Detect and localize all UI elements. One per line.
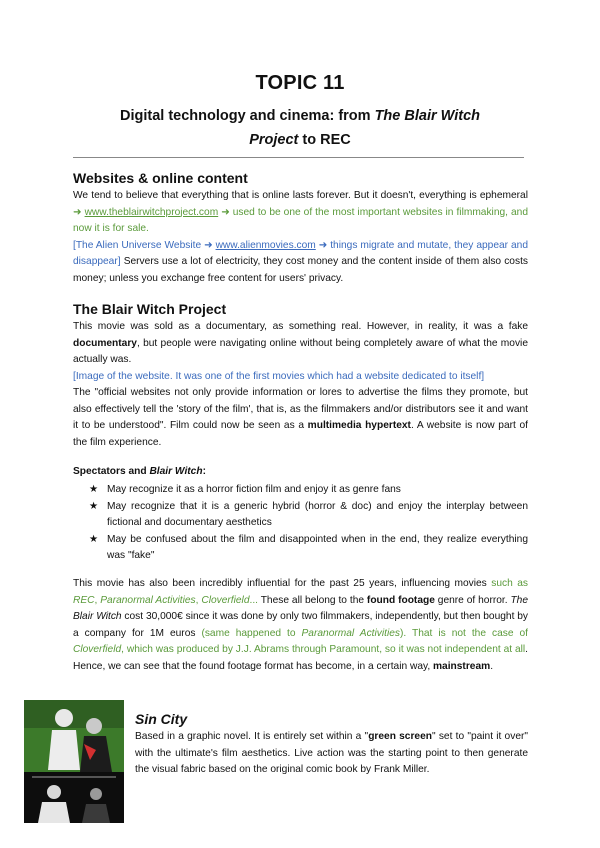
- arrow-icon: ➜: [318, 239, 328, 251]
- blair-witch-paragraph-2: The "official websites not only provide information or lores to advertise the films they promote, but also effectively tell the 'story of the film', that is, as the filmmakers and/or distributors see it and want it to be understood". Film could now be seen as a multimedia hypertext. A website is now part of the film experience.: [73, 387, 529, 448]
- poster-divider: [32, 776, 116, 778]
- section-spectators: [73, 464, 528, 565]
- list-item: ★ May recognize it as a horror fiction film and enjoy it as genre fans: [73, 482, 528, 499]
- star-bullet-icon: ★: [89, 533, 99, 545]
- poster-figure-head-2: [86, 718, 102, 734]
- poster-figure-body-3: [38, 802, 70, 823]
- alienmovies-link[interactable]: www.alienmovies.com: [215, 239, 316, 251]
- section-heading-sin-city: Sin City: [135, 711, 188, 727]
- page-subtitle: Digital technology and cinema: from The Blair Witch Project to REC: [119, 108, 480, 148]
- poster-figure-head-4: [90, 788, 102, 800]
- poster-figure-head-1: [55, 709, 73, 727]
- spectators-heading: Spectators and Blair Witch:: [73, 466, 206, 477]
- poster-figure-head-3: [47, 785, 61, 799]
- blairwitch-link[interactable]: www.theblairwitchproject.com: [84, 206, 219, 218]
- section-heading-blair-witch: The Blair Witch Project: [73, 301, 227, 317]
- arrow-icon: ➜: [204, 239, 213, 251]
- sin-city-paragraph: Based in a graphic novel. It is entirely set within a "green screen" set to "paint it over" with the ultimate's film aesthetics. Live action was the starting point to then generate the visual fabric based on the original comic book by Frank Miller.: [135, 731, 528, 775]
- poster-figure-body-1: [48, 730, 80, 770]
- list-item: ★ May recognize that it is a generic hybrid (horror & doc) and enjoy the interplay between fictional and documentary aesthetics: [89, 500, 528, 528]
- section-sin-city: [135, 710, 528, 779]
- sin-city-poster-image: [24, 700, 124, 823]
- page-title: TOPIC 11: [255, 72, 345, 94]
- arrow-icon: ➜: [221, 206, 230, 218]
- list-item: ★ May be confused about the film and disappointed when in the end, they realize everything was "fake": [89, 533, 528, 561]
- blair-witch-paragraph-1: This movie was sold as a documentary, as something real. However, in reality, it was a fake documentary, but people were navigating online without being completely aware of what the movie actually was.: [73, 321, 528, 365]
- influence-paragraph: This movie has also been incredibly influential for the past 25 years, influencing movies such as REC, Paranormal Activities, Cloverfield... These all belong to the found footage genre of horror. The Blair Witch cost 30,000€ since it was done by only two filmmakers, independently, but then bought by a company for 1M euros (same happened to Paranormal Activities). That is not the case of Cloverfield, which was produced by J.J. Abrams through Paramount, so it was not independent at all. Hence, we can see that the found footage format has become, in a certain way, mainstream.: [73, 578, 529, 672]
- spectators-list: [73, 482, 528, 565]
- title-divider: [73, 157, 524, 158]
- websites-paragraph: We tend to believe that everything that is online lasts forever. But it doesn't, everything is ephemeral ➜ www.theblairwitchproject.com ➜ used to be one of the most important websites in filmmaking, and now it is for sale. [The Alien Universe Website ➜ www.alienmovies.com ➜ things migrate and mutate, they appear and disappear] Servers use a lot of electricity, they cost money and the content inside of them also costs money; unless you exchange free content for users' privacy.: [73, 190, 528, 284]
- blair-witch-image-note: [Image of the website. It was one of the first movies which had a website dedicated to itself]: [73, 370, 485, 382]
- star-bullet-icon: ★: [89, 500, 99, 512]
- section-blair-witch: [73, 300, 528, 451]
- poster-figure-body-4: [82, 804, 110, 823]
- section-influence: [73, 576, 528, 675]
- arrow-icon: ➜: [73, 206, 82, 218]
- star-bullet-icon: ★: [89, 484, 99, 495]
- section-heading-websites: Websites & online content: [73, 170, 248, 186]
- section-websites: [73, 169, 528, 287]
